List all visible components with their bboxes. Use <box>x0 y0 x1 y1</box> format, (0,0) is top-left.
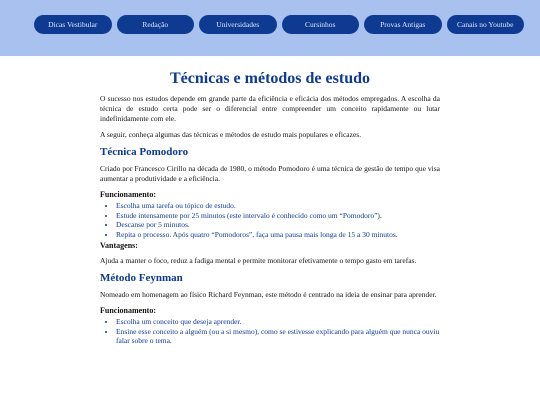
pomodoro-heading: Técnica Pomodoro <box>100 146 189 158</box>
list-item: • Escolha uma tarefa ou tópico de estudo. <box>116 201 440 211</box>
nav-provas-antigas-button[interactable]: Provas Antigas <box>364 15 442 34</box>
feynman-steps-list <box>100 317 440 346</box>
nav-cursinhos-button[interactable]: Cursinhos <box>282 15 360 34</box>
article-content <box>100 64 440 346</box>
intro-paragraph-2: A seguir, conheça algumas das técnicas e métodos de estudo mais populares e eficazes. <box>100 130 362 139</box>
pomodoro-description: Criado por Francesco Cirillo na década de 1980, o método Pomodoro é uma técnica de gestão de tempo que visa aumentar a produtividade e a eficiência. <box>100 164 440 183</box>
pomodoro-vantagens-text: Ajuda a manter o foco, reduz a fadiga mental e permite monitorar efetivamente o tempo gasto em tarefas. <box>100 256 417 265</box>
pomodoro-funcionamento-label: Funcionamento: <box>100 190 156 199</box>
nav-universidades-button[interactable]: Universidades <box>199 15 277 34</box>
top-navigation-bar <box>0 0 540 56</box>
nav-canais-youtube-button[interactable]: Canais no Youtube <box>447 15 525 34</box>
page-title: Técnicas e métodos de estudo <box>170 70 370 87</box>
list-item: • Ensine esse conceito a alguém (ou a si mesmo), como se estivesse explicando para alguém que nunca ouviu falar sobre o tema. <box>116 327 440 346</box>
nav-dicas-vestibular-button[interactable]: Dicas Vestibular <box>34 15 112 34</box>
list-item: • Descanse por 5 minutos. <box>116 220 440 230</box>
list-item: • Escolha um conceito que deseja aprender. <box>116 317 440 327</box>
intro-paragraph: O sucesso nos estudos depende em grande parte da eficiência e eficácia dos métodos empregados. A escolha da técnica de estudo certa pode ser o diferencial entre compreender um conceito rapidamente ou lutar indefinidamente com ele. <box>100 94 440 123</box>
pomodoro-steps-list <box>100 201 440 239</box>
list-item: • Estude intensamente por 25 minutos (este intervalo é conhecido como um “Pomodoro”). <box>116 211 440 221</box>
feynman-heading: Método Feynman <box>100 272 183 284</box>
feynman-funcionamento-label: Funcionamento: <box>100 306 156 315</box>
list-item: • Repita o processo. Após quatro “Pomodoros”, faça uma pausa mais longa de 15 a 30 minutos. <box>116 230 440 240</box>
nav-redacao-button[interactable]: Redação <box>117 15 195 34</box>
nav-menu <box>34 15 524 34</box>
feynman-description: Nomeado em homenagem ao físico Richard Feynman, este método é centrado na ideia de ensinar para aprender. <box>100 290 437 299</box>
pomodoro-vantagens-label: Vantagens: <box>100 241 138 250</box>
